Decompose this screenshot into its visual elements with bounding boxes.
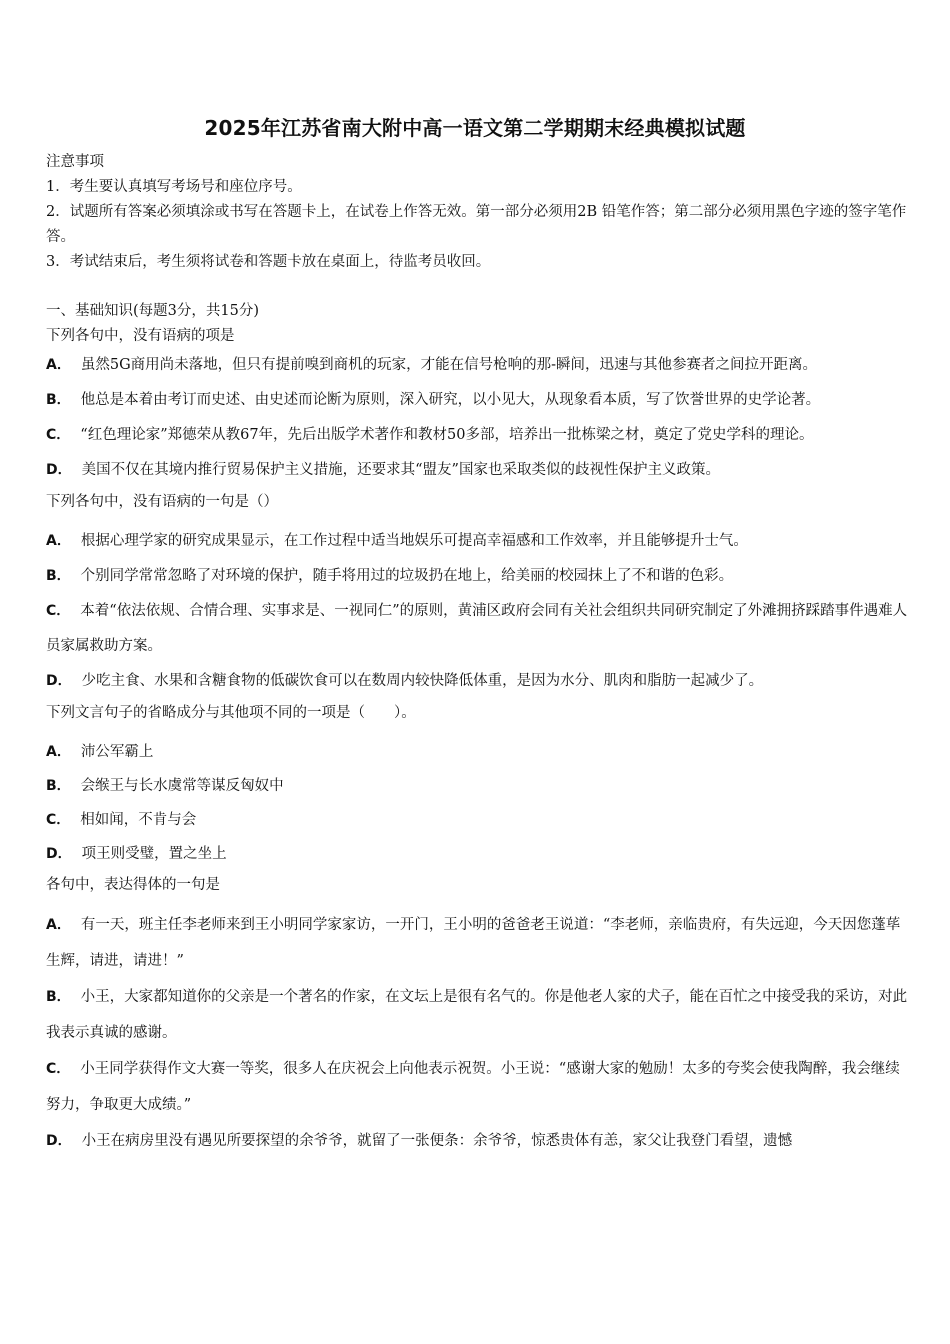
question-option [46, 803, 912, 837]
option-key: C． [46, 603, 71, 619]
notes-item: 3．考试结束后，考生须将试卷和答题卡放在桌面上，待监考员收回。 [46, 254, 491, 270]
option-key: C． [46, 427, 71, 443]
notes-heading: 注意事项 [46, 154, 104, 170]
option-key: D． [46, 1133, 72, 1149]
question-option [46, 664, 912, 699]
option-text: “红色理论家”郑德荣从教67年，先后出版学术著作和教材50多部，培养出一批栋梁之材，奠定了党史学科的理论。 [80, 427, 814, 443]
option-text: 少吃主食、水果和含糖食物的低碳饮食可以在数周内较快降低体重，是因为水分、肌肉和脂肪一起减少了。 [81, 673, 764, 689]
option-key: B． [46, 392, 71, 408]
question-prompt: 下列各句中，没有语病的项是 [46, 328, 235, 344]
question-option [46, 735, 912, 769]
question-option [46, 769, 912, 803]
option-text: 个别同学常常忽略了对环境的保护，随手将用过的垃圾扔在地上，给美丽的校园抹上了不和谐的色彩。 [80, 568, 734, 584]
question-prompt: 各句中，表达得体的一句是 [46, 877, 220, 893]
option-key: A． [46, 357, 71, 373]
option-key: C． [46, 812, 71, 828]
question-option [46, 837, 912, 871]
document-title: 2025年江苏省南大附中高一语文第二学期期末经典模拟试题 [204, 116, 746, 140]
notes-item: 1．考生要认真填写考场号和座位序号。 [46, 179, 302, 195]
option-text: 项王则受璧，置之坐上 [81, 846, 227, 862]
option-text: 小王同学获得作文大赛一等奖，很多人在庆祝会上向他表示祝贺。小王说：“感谢大家的勉励！太多的夸奖会使我陶醉，我会继续努力，争取更大成绩。” [46, 1061, 900, 1113]
question-option [46, 907, 912, 979]
option-key: B． [46, 778, 71, 794]
option-text: 会缑王与长水虞常等谋反匈奴中 [80, 778, 284, 794]
option-text: 沛公军霸上 [80, 744, 154, 760]
question-option [46, 559, 912, 594]
option-key: A． [46, 917, 71, 933]
option-text: 小王，大家都知道你的父亲是一个著名的作家，在文坛上是很有名气的。你是他老人家的犬子，能在百忙之中接受我的采访，对此我表示真诚的感谢。 [46, 989, 908, 1041]
option-text: 本着“依法依规、合情合理、实事求是、一视同仁”的原则，黄浦区政府会同有关社会组织共同研究制定了外滩拥挤踩踏事件遇难人员家属救助方案。 [46, 603, 908, 654]
question-option [46, 418, 912, 453]
option-text: 小王在病房里没有遇见所要探望的余爷爷，就留了一张便条：余爷爷，惊悉贵体有恙，家父让我登门看望，遗憾 [81, 1133, 793, 1149]
option-text: 相如闻，不肯与会 [80, 812, 197, 828]
option-key: C． [46, 1061, 71, 1077]
option-text: 有一天，班主任李老师来到王小明同学家家访，一开门，王小明的爸爸老王说道：“李老师，亲临贵府，有失远迎，今天因您蓬荜生辉，请进，请进！” [46, 917, 901, 969]
question-option [46, 524, 912, 559]
question-prompt: 下列各句中，没有语病的一句是（） [46, 494, 278, 510]
section-heading: 一、基础知识(每题3分，共15分) [46, 303, 259, 319]
option-key: D． [46, 846, 72, 862]
option-key: D． [46, 673, 72, 689]
option-key: A． [46, 744, 71, 760]
question-option [46, 1123, 912, 1159]
question-option [46, 979, 912, 1051]
notes-item: 2．试题所有答案必须填涂或书写在答题卡上，在试卷上作答无效。第一部分必须用2B 铅笔作答；第二部分必须用黑色字迹的签字笔作答。 [46, 204, 907, 245]
option-key: D． [46, 462, 72, 478]
option-key: B． [46, 989, 71, 1005]
question-option [46, 594, 912, 664]
option-text: 虽然5G商用尚未落地，但只有提前嗅到商机的玩家，才能在信号枪响的那-瞬间，迅速与其他参赛者之间拉开距离。 [80, 357, 818, 373]
option-text: 他总是本着由考订而史述、由史述而论断为原则，深入研究，以小见大，从现象看本质，写了饮誉世界的史学论著。 [80, 392, 821, 408]
option-key: B． [46, 568, 71, 584]
question-option [46, 383, 912, 418]
option-text: 美国不仅在其境内推行贸易保护主义措施，还要求其“盟友”国家也采取类似的歧视性保护主义政策。 [81, 462, 720, 478]
question-option [46, 1051, 912, 1123]
option-text: 根据心理学家的研究成果显示，在工作过程中适当地娱乐可提高幸福感和工作效率，并且能够提升士气。 [80, 533, 748, 549]
section-basic-knowledge [46, 299, 912, 1159]
question-prompt: 下列文言句子的省略成分与其他项不同的一项是（ ）。 [46, 705, 416, 721]
option-key: A． [46, 533, 71, 549]
question-option [46, 348, 912, 383]
question-option [46, 453, 912, 488]
notes-block [46, 150, 912, 275]
